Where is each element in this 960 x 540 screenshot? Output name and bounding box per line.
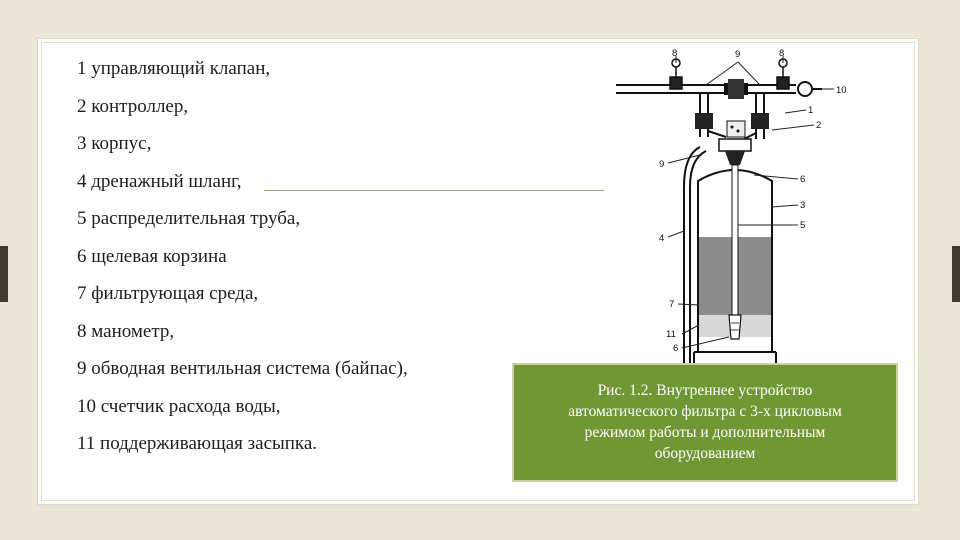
bypass-valve-left [695,113,713,129]
list-item: 11 поддерживающая засыпка. [77,433,318,454]
list-item: 9 обводная вентильная система (байпас), [77,358,408,379]
divider-line [264,190,604,191]
pressure-gauge-right [777,59,789,89]
controller [727,121,745,137]
component-list [77,55,408,468]
label-8-left: 8 [672,48,678,59]
pressure-gauge-left [670,59,682,89]
list-item: 6 щелевая корзина [77,245,227,267]
list-item: 4 дренажный шланг, [77,170,242,192]
caption-line: режимом работы и дополнительным [584,424,826,441]
caption-line: Рис. 1.2. Внутреннее устройство [597,382,813,399]
bypass-piping [616,85,796,139]
label-9-left: 9 [659,159,665,170]
list-item: 5 распределительная труба, [77,208,301,229]
caption-line: автоматического фильтра с 3-х цикловым [568,403,842,420]
label-8-right: 8 [779,48,785,59]
bypass-valve-center [724,79,748,99]
filter-diagram [596,47,921,367]
list-item: 2 контроллер, [77,95,189,117]
water-meter [798,82,822,96]
label-5: 5 [800,220,806,231]
slide-card [37,38,919,505]
label-4: 4 [659,233,665,244]
label-11: 11 [666,329,676,340]
list-item: 10 счетчик расхода воды, [77,395,281,417]
caption-line: оборудованием [654,445,756,462]
label-6-bottom: 6 [673,343,679,354]
control-valve [719,139,751,165]
list-item: 3 корпус, [77,133,152,154]
label-3: 3 [800,200,806,211]
list-item: 1 управляющий клапан, [77,58,271,79]
label-7: 7 [669,299,675,310]
list-item: 7 фильтрующая среда, [77,283,259,304]
right-edge-tab [952,246,960,302]
label-10: 10 [836,85,847,96]
slotted-basket [729,315,741,339]
label-1: 1 [808,105,814,116]
bypass-valve-right [751,113,769,129]
label-6-top: 6 [800,174,806,185]
distributor-tube [732,165,738,315]
figure-caption [512,363,898,482]
label-9-top: 9 [735,49,741,60]
left-edge-tab [0,246,8,302]
list-item: 8 манометр, [77,320,175,342]
label-2: 2 [816,120,822,131]
